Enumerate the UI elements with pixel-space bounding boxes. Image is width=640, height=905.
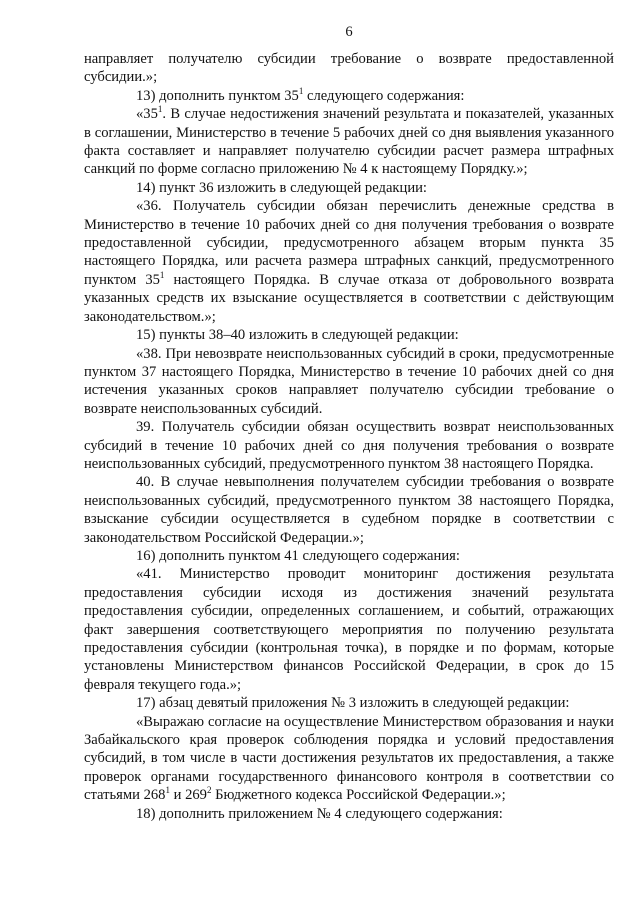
paragraph-5 xyxy=(84,326,614,344)
paragraph-12 xyxy=(84,713,614,805)
paragraph-text: Бюджетного кодекса Российской Федерации.»; xyxy=(211,787,506,804)
paragraph-text: настоящего Порядка. В случае отказа от добровольного возврата указанных средств их взыскание осуществляется в соответствии с действующим законодательством.»; xyxy=(84,271,614,325)
paragraph-text: . В случае недостижения значений результата и показателей, указанных в соглашении, Министерство в течение 5 рабочих дней со дня выявления указанного факта составляет и направляет получателю субсидии расчет размера штрафных санкций по форме согласно приложению № 4 к настоящему Порядку.»; xyxy=(84,106,614,178)
document-page xyxy=(84,22,614,823)
paragraph-text: «35 xyxy=(136,106,158,123)
paragraph-2 xyxy=(84,105,614,179)
paragraph-text: направляет получателю субсидии требование о возврате предоставленной субсидии.»; xyxy=(84,51,614,86)
paragraph-9 xyxy=(84,547,614,565)
paragraph-text: 15) пункты 38–40 изложить в следующей редакции: xyxy=(136,327,459,344)
paragraph-text: 17) абзац девятый приложения № 3 изложить в следующей редакции: xyxy=(136,695,570,712)
paragraph-text: 14) пункт 36 изложить в следующей редакции: xyxy=(136,179,427,196)
superscript: 2 xyxy=(206,785,212,796)
paragraph-8 xyxy=(84,473,614,547)
paragraph-10 xyxy=(84,565,614,694)
paragraph-text: «36. Получатель субсидии обязан перечислить денежные средства в Министерство в течение 10 рабочих дней со дня получения требования о возврате предоставленной субсидии, предусмотренного абзацем вторым пункта 35 настоящего Порядка, или расчета размера штрафных санкций, предусмотренного пунктом 35 xyxy=(84,198,614,288)
paragraph-text: «Выражаю согласие на осуществление Министерством образования и науки Забайкальского края проверок соблюдения порядка и условий предоставления субсидий, в том числе в части достижения результатов их предоставления, а также проверок органами государственного финансового контроля в соответствии со статьями 268 xyxy=(84,713,614,804)
paragraph-text: «41. Министерство проводит мониторинг достижения результата предоставления субсидии исходя из достижения значений результата предоставления субсидии, определенных соглашением, и событий, отражающих факт завершения соответствующего мероприятия по получению результата предоставления субсидии (контрольная точка), в порядке и по формам, которые установлены Министерством финансов Российской Федерации, в срок до 15 февраля текущего года.»; xyxy=(84,566,614,693)
paragraph-7 xyxy=(84,418,614,473)
superscript: 1 xyxy=(157,104,163,115)
paragraph-text: 39. Получатель субсидии обязан осуществить возврат неиспользованных субсидий в течение 10 рабочих дней со дня получения требования о возврате неиспользованных субсидий, предусмотренного пунктом 38 настоящего Порядка. xyxy=(84,419,614,472)
paragraph-11 xyxy=(84,694,614,712)
paragraph-13 xyxy=(84,805,614,823)
paragraph-6 xyxy=(84,345,614,419)
paragraph-text: 16) дополнить пунктом 41 следующего содержания: xyxy=(136,547,460,564)
paragraph-text: и 269 xyxy=(169,787,207,804)
paragraph-text: 13) дополнить пунктом 35 xyxy=(136,87,299,104)
paragraph-text: 40. В случае невыполнения получателем субсидии требования о возврате неиспользованных субсидий, предусмотренного пунктом 38 настоящего Порядка, взыскание субсидии осуществляется в судебном порядке в соответствии с законодательством Российской Федерации.»; xyxy=(84,474,614,546)
superscript: 1 xyxy=(165,785,170,796)
paragraph-4 xyxy=(84,197,614,326)
superscript: 1 xyxy=(159,270,165,281)
paragraph-1 xyxy=(84,87,614,105)
page-number: 6 xyxy=(345,24,353,40)
paragraph-text: 18) дополнить приложением № 4 следующего содержания: xyxy=(136,805,503,822)
paragraph-3 xyxy=(84,179,614,197)
paragraph-text: следующего содержания: xyxy=(303,87,465,104)
paragraph-0 xyxy=(84,50,614,87)
superscript: 1 xyxy=(298,85,304,96)
paragraph-text: «38. При невозврате неиспользованных субсидий в сроки, предусмотренные пунктом 37 настоящего Порядка, Министерство в течение 10 рабочих дней со дня истечения указанных сроков направляет получателю субсидии требование о возврате неиспользованных субсидий. xyxy=(84,345,614,417)
